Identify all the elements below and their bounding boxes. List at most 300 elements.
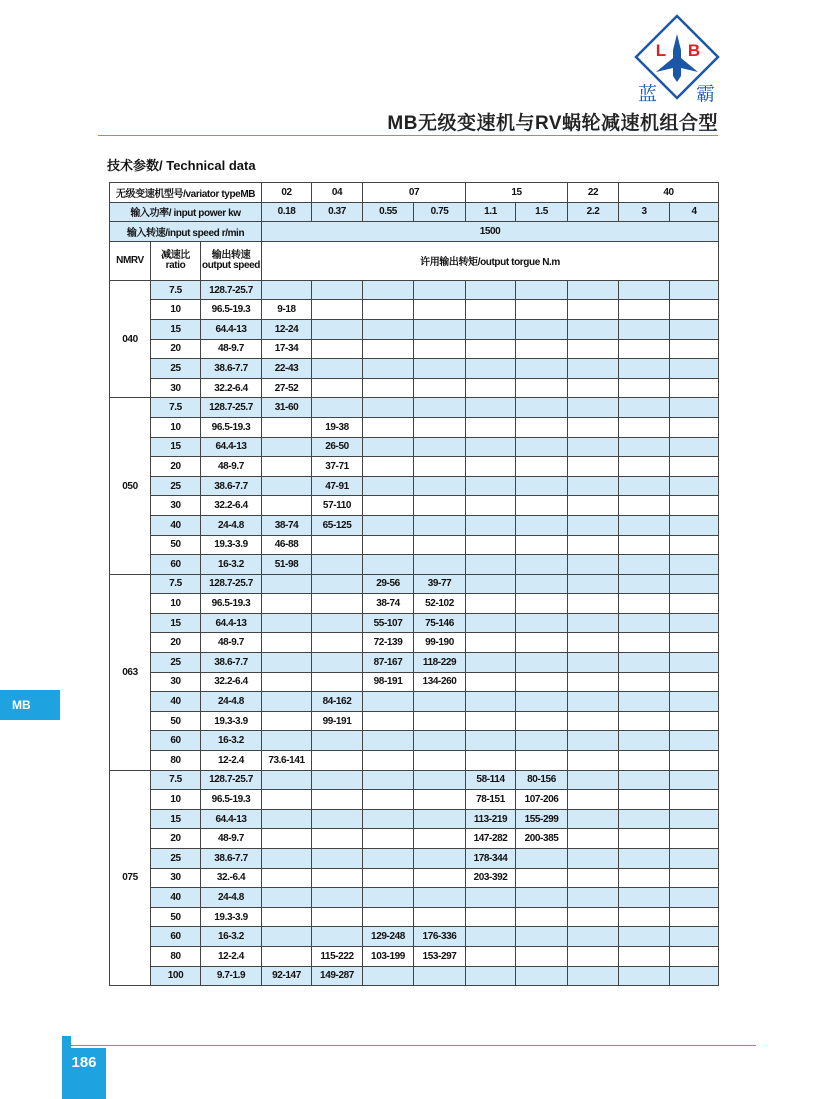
table-row — [110, 594, 719, 614]
torque-cell — [568, 633, 619, 653]
table-row — [110, 711, 719, 731]
torque-cell — [363, 476, 414, 496]
torque-cell — [414, 417, 466, 437]
torque-cell — [363, 398, 414, 418]
torque-cell — [516, 927, 568, 947]
torque-cell — [670, 613, 719, 633]
torque-cell: 38-74 — [262, 515, 312, 535]
torque-cell — [619, 319, 670, 339]
torque-cell — [262, 417, 312, 437]
speed-row — [110, 222, 719, 242]
torque-cell — [414, 555, 466, 575]
power-cell: 1.1 — [466, 202, 516, 222]
torque-cell — [414, 457, 466, 477]
torque-cell — [466, 966, 516, 986]
torque-cell — [312, 770, 363, 790]
torque-cell — [312, 398, 363, 418]
torque-cell — [568, 653, 619, 673]
torque-cell — [466, 613, 516, 633]
torque-cell — [619, 770, 670, 790]
torque-cell — [466, 496, 516, 516]
table-row — [110, 809, 719, 829]
torque-cell — [670, 417, 719, 437]
torque-cell — [312, 849, 363, 869]
torque-cell — [568, 339, 619, 359]
torque-cell — [568, 378, 619, 398]
torque-cell: 31-60 — [262, 398, 312, 418]
torque-cell — [670, 829, 719, 849]
torque-cell — [363, 849, 414, 869]
torque-cell — [466, 378, 516, 398]
torque-cell — [568, 457, 619, 477]
torque-cell: 200-385 — [516, 829, 568, 849]
torque-cell — [568, 927, 619, 947]
torque-cell — [568, 672, 619, 692]
table-row — [110, 770, 719, 790]
torque-cell — [262, 829, 312, 849]
torque-cell — [363, 457, 414, 477]
torque-cell: 39-77 — [414, 574, 466, 594]
nmrv-group-cell: 040 — [110, 280, 151, 398]
torque-cell — [363, 280, 414, 300]
table-row — [110, 378, 719, 398]
table-row — [110, 515, 719, 535]
power-cell: 2.2 — [568, 202, 619, 222]
nmrv-group-cell: 050 — [110, 398, 151, 574]
torque-cell — [363, 731, 414, 751]
output-speed-header-cn: 输出转速 — [211, 249, 251, 261]
torque-header: 许用输出转矩/output torgue N.m — [262, 241, 719, 280]
torque-cell — [568, 868, 619, 888]
torque-cell — [670, 280, 719, 300]
torque-cell — [414, 849, 466, 869]
footer-divider — [62, 1045, 756, 1046]
torque-cell: 55-107 — [363, 613, 414, 633]
torque-cell — [619, 966, 670, 986]
torque-cell — [312, 927, 363, 947]
torque-cell: 46-88 — [262, 535, 312, 555]
torque-cell — [466, 398, 516, 418]
torque-cell — [312, 888, 363, 908]
torque-cell: 153-297 — [414, 946, 466, 966]
table-row — [110, 359, 719, 379]
torque-cell: 29-56 — [363, 574, 414, 594]
torque-cell: 72-139 — [363, 633, 414, 653]
output-speed-cell: 32.2-6.4 — [201, 672, 262, 692]
torque-cell — [516, 731, 568, 751]
torque-cell — [516, 946, 568, 966]
power-cell: 0.18 — [262, 202, 312, 222]
torque-cell — [619, 907, 670, 927]
torque-cell — [568, 888, 619, 908]
torque-cell — [312, 594, 363, 614]
torque-cell — [619, 711, 670, 731]
torque-cell: 147-282 — [466, 829, 516, 849]
torque-cell — [466, 672, 516, 692]
torque-cell — [670, 770, 719, 790]
table-row — [110, 829, 719, 849]
torque-cell — [363, 790, 414, 810]
torque-cell — [363, 555, 414, 575]
ratio-cell: 10 — [151, 300, 201, 320]
ratio-cell: 60 — [151, 555, 201, 575]
torque-cell — [670, 476, 719, 496]
torque-cell: 115-222 — [312, 946, 363, 966]
table-row — [110, 476, 719, 496]
output-speed-cell: 38.6-7.7 — [201, 359, 262, 379]
torque-cell — [516, 398, 568, 418]
header-divider — [98, 135, 718, 136]
torque-cell — [363, 378, 414, 398]
torque-cell — [568, 790, 619, 810]
torque-cell — [568, 319, 619, 339]
torque-cell: 203-392 — [466, 868, 516, 888]
output-speed-cell: 64.4-13 — [201, 437, 262, 457]
torque-cell — [466, 946, 516, 966]
torque-cell: 22-43 — [262, 359, 312, 379]
torque-cell: 12-24 — [262, 319, 312, 339]
torque-cell — [262, 927, 312, 947]
torque-cell — [363, 692, 414, 712]
torque-cell — [670, 300, 719, 320]
output-speed-cell: 64.4-13 — [201, 809, 262, 829]
output-speed-cell: 96.5-19.3 — [201, 300, 262, 320]
ratio-cell: 30 — [151, 496, 201, 516]
technical-data-table — [109, 182, 719, 986]
torque-cell — [516, 417, 568, 437]
torque-cell — [466, 927, 516, 947]
table-row — [110, 751, 719, 771]
output-speed-cell: 38.6-7.7 — [201, 653, 262, 673]
model-cell: 02 — [262, 183, 312, 203]
torque-cell — [312, 829, 363, 849]
torque-cell: 98-191 — [363, 672, 414, 692]
ratio-cell: 80 — [151, 946, 201, 966]
torque-cell — [414, 751, 466, 771]
torque-cell — [466, 555, 516, 575]
torque-cell — [568, 398, 619, 418]
torque-cell — [619, 633, 670, 653]
torque-cell: 80-156 — [516, 770, 568, 790]
output-speed-cell: 128.7-25.7 — [201, 574, 262, 594]
torque-cell — [619, 457, 670, 477]
torque-cell — [568, 496, 619, 516]
torque-cell — [670, 711, 719, 731]
torque-cell — [670, 809, 719, 829]
torque-cell — [670, 653, 719, 673]
torque-cell — [670, 692, 719, 712]
torque-cell — [568, 770, 619, 790]
torque-cell — [568, 476, 619, 496]
torque-cell — [670, 907, 719, 927]
torque-cell — [516, 692, 568, 712]
torque-cell — [363, 888, 414, 908]
torque-cell — [363, 829, 414, 849]
torque-cell — [568, 535, 619, 555]
torque-cell — [262, 672, 312, 692]
output-speed-cell: 48-9.7 — [201, 829, 262, 849]
output-speed-cell: 24-4.8 — [201, 888, 262, 908]
torque-cell — [619, 398, 670, 418]
torque-cell — [670, 966, 719, 986]
ratio-cell: 10 — [151, 417, 201, 437]
torque-cell — [619, 849, 670, 869]
torque-cell — [516, 535, 568, 555]
torque-cell — [414, 907, 466, 927]
torque-cell — [670, 457, 719, 477]
model-label: 无级变速机型号/variator typeMB — [110, 183, 262, 203]
torque-cell — [516, 888, 568, 908]
table-row — [110, 417, 719, 437]
output-speed-cell: 19.3-3.9 — [201, 535, 262, 555]
ratio-cell: 7.5 — [151, 770, 201, 790]
torque-cell — [466, 633, 516, 653]
logo-letter-l: L — [655, 41, 667, 60]
torque-cell — [568, 280, 619, 300]
torque-cell — [466, 359, 516, 379]
section-title: 技术参数/ Technical data — [107, 158, 256, 173]
torque-cell — [312, 555, 363, 575]
output-speed-cell: 128.7-25.7 — [201, 280, 262, 300]
table-row — [110, 613, 719, 633]
table-row — [110, 280, 719, 300]
torque-cell — [363, 751, 414, 771]
table-row — [110, 437, 719, 457]
torque-cell — [466, 515, 516, 535]
torque-cell — [262, 731, 312, 751]
torque-cell — [466, 457, 516, 477]
ratio-cell: 10 — [151, 790, 201, 810]
torque-cell — [312, 574, 363, 594]
torque-cell — [466, 731, 516, 751]
torque-cell — [414, 692, 466, 712]
torque-cell — [466, 692, 516, 712]
torque-cell: 75-146 — [414, 613, 466, 633]
torque-cell — [312, 339, 363, 359]
ratio-cell: 30 — [151, 672, 201, 692]
table-row — [110, 457, 719, 477]
torque-cell: 26-50 — [312, 437, 363, 457]
torque-cell — [363, 711, 414, 731]
torque-cell — [516, 476, 568, 496]
output-speed-cell: 32.-6.4 — [201, 868, 262, 888]
power-label: 输入功率/ input power kw — [110, 202, 262, 222]
torque-cell — [670, 378, 719, 398]
torque-cell — [516, 849, 568, 869]
torque-cell — [619, 496, 670, 516]
torque-cell: 51-98 — [262, 555, 312, 575]
torque-cell — [670, 398, 719, 418]
torque-cell — [312, 535, 363, 555]
power-cell: 0.55 — [363, 202, 414, 222]
ratio-cell: 15 — [151, 613, 201, 633]
power-row — [110, 202, 719, 222]
torque-cell — [619, 535, 670, 555]
ratio-cell: 40 — [151, 888, 201, 908]
torque-cell — [466, 751, 516, 771]
torque-cell — [619, 888, 670, 908]
torque-cell — [568, 731, 619, 751]
page-title: MB无级变速机与RV蜗轮减速机组合型 — [387, 113, 718, 134]
torque-cell — [414, 300, 466, 320]
ratio-cell: 50 — [151, 535, 201, 555]
torque-cell: 155-299 — [516, 809, 568, 829]
torque-cell — [414, 790, 466, 810]
torque-cell — [363, 868, 414, 888]
torque-cell — [516, 300, 568, 320]
torque-cell — [516, 594, 568, 614]
torque-cell — [619, 790, 670, 810]
torque-cell — [262, 790, 312, 810]
ratio-cell: 50 — [151, 711, 201, 731]
torque-cell: 118-229 — [414, 653, 466, 673]
torque-cell — [568, 946, 619, 966]
table-row — [110, 672, 719, 692]
torque-cell — [414, 711, 466, 731]
torque-cell — [568, 809, 619, 829]
torque-cell — [466, 653, 516, 673]
model-row — [110, 183, 719, 203]
torque-cell — [312, 633, 363, 653]
torque-cell — [363, 496, 414, 516]
torque-cell — [466, 535, 516, 555]
torque-cell: 92-147 — [262, 966, 312, 986]
torque-cell — [516, 339, 568, 359]
output-speed-cell: 64.4-13 — [201, 319, 262, 339]
output-speed-cell: 9.7-1.9 — [201, 966, 262, 986]
torque-cell — [466, 339, 516, 359]
torque-cell: 107-206 — [516, 790, 568, 810]
torque-cell — [516, 574, 568, 594]
torque-cell — [466, 711, 516, 731]
ratio-cell: 20 — [151, 457, 201, 477]
ratio-cell: 7.5 — [151, 574, 201, 594]
torque-cell — [466, 280, 516, 300]
ratio-cell: 25 — [151, 359, 201, 379]
torque-cell — [619, 594, 670, 614]
torque-cell — [312, 907, 363, 927]
torque-cell — [670, 555, 719, 575]
output-speed-cell: 96.5-19.3 — [201, 790, 262, 810]
torque-cell: 9-18 — [262, 300, 312, 320]
torque-cell: 134-260 — [414, 672, 466, 692]
power-cell: 4 — [670, 202, 719, 222]
torque-cell — [414, 398, 466, 418]
ratio-cell: 15 — [151, 809, 201, 829]
torque-cell — [262, 946, 312, 966]
table-row — [110, 653, 719, 673]
ratio-cell: 80 — [151, 751, 201, 771]
table-row — [110, 790, 719, 810]
torque-cell — [363, 907, 414, 927]
torque-cell — [312, 319, 363, 339]
torque-cell — [619, 476, 670, 496]
torque-cell — [619, 515, 670, 535]
torque-cell — [363, 417, 414, 437]
output-speed-header — [201, 241, 262, 280]
torque-cell — [312, 751, 363, 771]
torque-cell — [466, 417, 516, 437]
torque-cell — [516, 966, 568, 986]
torque-cell — [312, 672, 363, 692]
table-row — [110, 692, 719, 712]
torque-cell — [414, 770, 466, 790]
output-speed-header-en: output speed — [202, 259, 260, 271]
output-speed-cell: 48-9.7 — [201, 339, 262, 359]
torque-cell — [619, 555, 670, 575]
torque-cell — [414, 868, 466, 888]
ratio-cell: 30 — [151, 378, 201, 398]
torque-cell — [262, 907, 312, 927]
ratio-cell: 25 — [151, 653, 201, 673]
torque-cell — [414, 535, 466, 555]
torque-cell — [619, 378, 670, 398]
torque-cell — [670, 946, 719, 966]
model-cell: 07 — [363, 183, 466, 203]
torque-cell — [363, 339, 414, 359]
output-speed-cell: 12-2.4 — [201, 751, 262, 771]
torque-cell: 58-114 — [466, 770, 516, 790]
ratio-cell: 15 — [151, 319, 201, 339]
torque-cell: 129-248 — [363, 927, 414, 947]
output-speed-cell: 12-2.4 — [201, 946, 262, 966]
torque-cell — [516, 437, 568, 457]
logo-text-left: 蓝 — [638, 83, 658, 105]
torque-cell — [466, 888, 516, 908]
torque-cell — [568, 613, 619, 633]
torque-cell — [466, 319, 516, 339]
torque-cell — [414, 378, 466, 398]
table-row — [110, 319, 719, 339]
torque-cell — [262, 613, 312, 633]
torque-cell — [262, 280, 312, 300]
torque-cell: 149-287 — [312, 966, 363, 986]
torque-cell — [262, 770, 312, 790]
table-row — [110, 849, 719, 869]
torque-cell — [262, 496, 312, 516]
table-row — [110, 868, 719, 888]
table-row — [110, 496, 719, 516]
torque-cell — [262, 594, 312, 614]
output-speed-cell: 48-9.7 — [201, 633, 262, 653]
table-row — [110, 574, 719, 594]
torque-cell: 37-71 — [312, 457, 363, 477]
ratio-cell: 25 — [151, 476, 201, 496]
torque-cell — [619, 829, 670, 849]
output-speed-cell: 16-3.2 — [201, 927, 262, 947]
torque-cell: 99-190 — [414, 633, 466, 653]
torque-cell: 65-125 — [312, 515, 363, 535]
output-speed-cell: 24-4.8 — [201, 692, 262, 712]
torque-cell — [466, 437, 516, 457]
torque-cell: 176-336 — [414, 927, 466, 947]
torque-cell — [363, 300, 414, 320]
model-cell: 15 — [466, 183, 568, 203]
torque-cell — [262, 633, 312, 653]
torque-cell — [619, 672, 670, 692]
output-speed-cell: 16-3.2 — [201, 731, 262, 751]
torque-cell — [568, 555, 619, 575]
torque-cell — [414, 280, 466, 300]
torque-cell — [670, 888, 719, 908]
table-row — [110, 535, 719, 555]
logo-letter-b: B — [687, 41, 701, 60]
output-speed-cell: 38.6-7.7 — [201, 849, 262, 869]
output-speed-cell: 32.2-6.4 — [201, 378, 262, 398]
torque-cell: 99-191 — [312, 711, 363, 731]
torque-cell — [516, 457, 568, 477]
torque-cell — [363, 770, 414, 790]
